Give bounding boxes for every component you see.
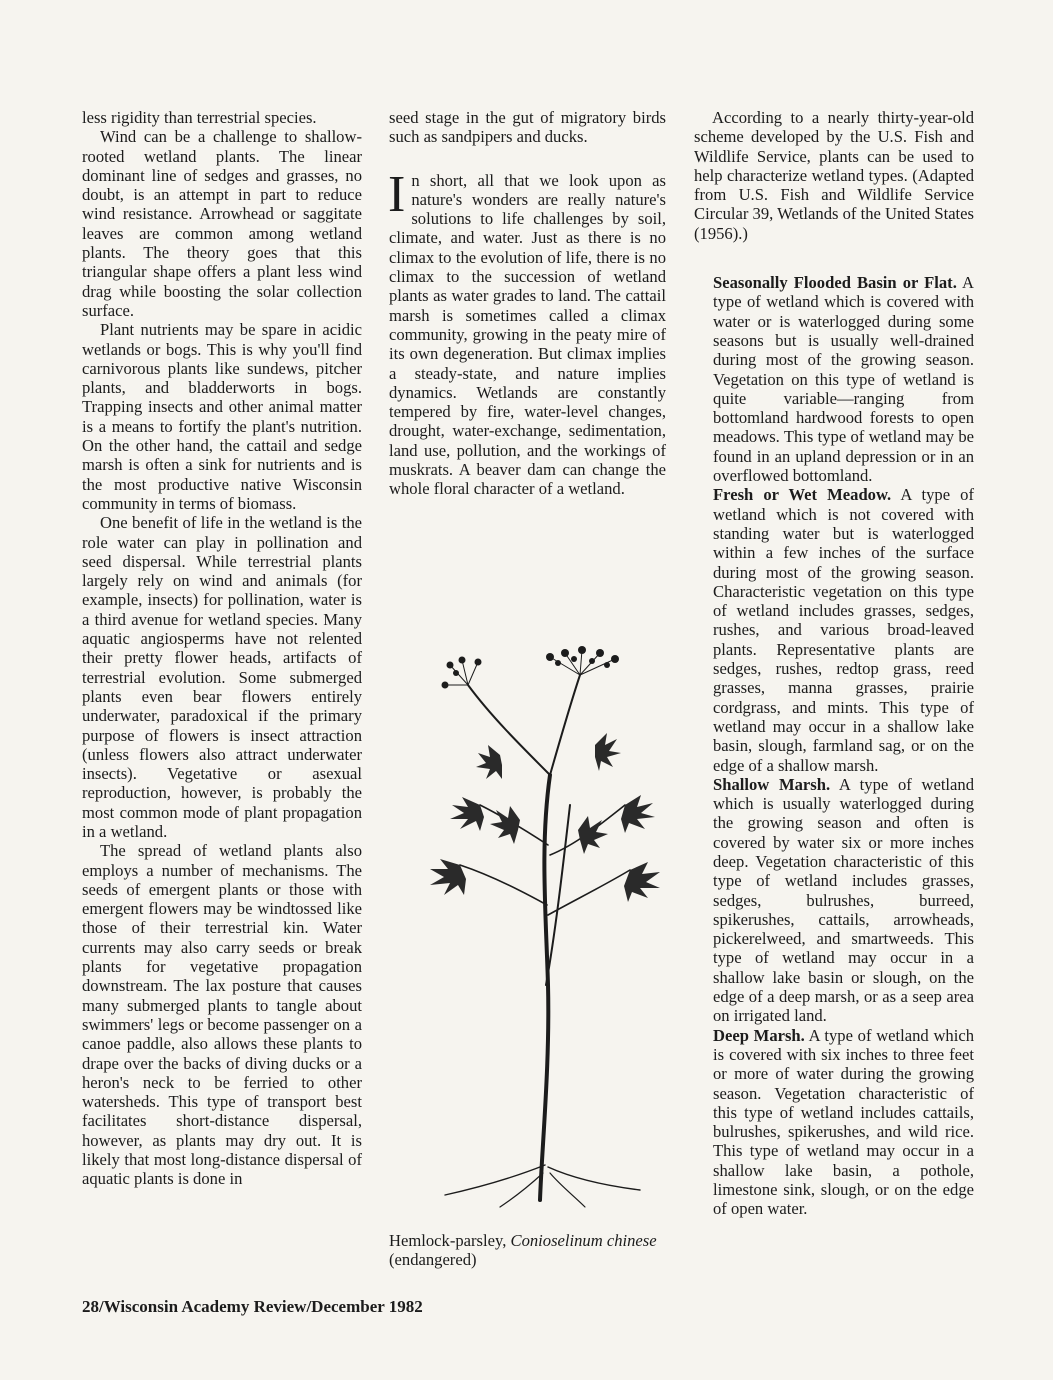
figure-caption bbox=[389, 1231, 669, 1270]
wetland-type-term: Fresh or Wet Meadow. bbox=[713, 485, 892, 505]
wetland-type-description: A type of wetland which is covered with water or is waterlogged during some seasons but is usually well-drained during most of the growing season. Vegetation on this type of wetland is quite variable—ranging from bottomland hardwood forests to open meadows. This type of wetland may be found in an upland depression or in an overflowed bottomland. bbox=[713, 273, 975, 486]
wetland-type-entry bbox=[713, 1026, 974, 1219]
caption-text: Hemlock-parsley, bbox=[389, 1231, 511, 1250]
article-column-1 bbox=[82, 108, 362, 1189]
wetland-types-list bbox=[694, 273, 974, 1219]
wetland-type-description: A type of wetland which is covered with six inches to three feet or more of water during the growing season. Vegetation characteristic of this type of wetland includes cattails, bulrushes, spikerushes, and wild rice. This type of wetland may occur in a shallow lake basin, a pothole, limestone sink, slough, or on the edge of open water. bbox=[713, 1025, 974, 1219]
paragraph-continuation: seed stage in the gut of migratory birds such as sandpipers and ducks. bbox=[389, 108, 666, 147]
wetland-type-term: Seasonally Flooded Basin or Flat. bbox=[713, 273, 957, 293]
paragraph-body: n short, all that we look upon as nature's wonders are really nature's solutions to life challenges by soil, climate, and water. Just as there is no climax to the evolution of life, there is no climax to the succession of wetland plants as water grades to land. The cattail marsh is sometimes called a climax community, growing in the peaty mire of its own degeneration. But climax implies a steady-state, and nature implies dynamics. Wetlands are constantly tempered by fire, water-level changes, drought, water-exchange, sedimentation, land use, pollution, and the workings of muskrats. A beaver dam can change the whole floral character of a wetland. bbox=[389, 170, 666, 499]
wetland-type-term: Shallow Marsh. bbox=[713, 774, 831, 794]
paragraph: less rigidity than terrestrial species. bbox=[82, 108, 317, 127]
hemlock-parsley-illustration bbox=[400, 645, 665, 1210]
article-column-2 bbox=[389, 108, 666, 499]
wetland-type-description: A type of wetland which is not covered with standing water but is waterlogged within a few inches of the surface during most of the growing season. Characteristic vegetation on this type of wetland includes grasses, sedges, rushes, and various broad-leaved plants. Representative plants are sedges, rushes, redtop grass, reed grasses, manna grasses, prairie cordgrass, and mints. This type of wetland may occur in a shallow lake basin, slough, farmland sag, or on the edge of a shallow marsh. bbox=[713, 485, 974, 775]
wetland-type-entry bbox=[713, 485, 974, 774]
paragraph: One benefit of life in the wetland is the role water can play in pollination and seed dispersal. While terrestrial plants largely rely on wind and animals (for example, insects) for pollination, water is a third avenue for wetland species. Many aquatic angiosperms have not relented their pretty flower heads, artifacts of terrestrial evolution. Some submerged plants even bear flowers entirely underwater, paradoxical if the primary purpose of flowers is insect attraction (unless flowers also attract underwater insects). Vegetative or asexual reproduction, however, is probably the most common mode of plant propagation in a wetland. bbox=[82, 513, 362, 841]
page-footer: 28/Wisconsin Academy Review/December 1982 bbox=[82, 1297, 423, 1316]
caption-species: Conioselinum chinese bbox=[510, 1231, 657, 1250]
wetland-type-entry bbox=[713, 775, 974, 1026]
drop-cap: I bbox=[388, 165, 406, 223]
wetland-type-entry bbox=[713, 273, 974, 485]
paragraph: Plant nutrients may be spare in acidic wetlands or bogs. This is why you'll find carnivorous plants like sundews, pitcher plants, and bladderworts in bogs. Trapping insects and other animal matter is a means to fortify the plant's nutrition. On the other hand, the cattail and sedge marsh is often a sink for nutrients and is the most productive native Wisconsin community in terms of biomass. bbox=[82, 320, 362, 513]
dropcap-paragraph bbox=[388, 165, 666, 499]
wetland-type-term: Deep Marsh. bbox=[713, 1025, 805, 1045]
article-column-3 bbox=[694, 108, 974, 1219]
caption-status: (endangered) bbox=[389, 1250, 477, 1270]
paragraph: The spread of wetland plants also employs a number of mechanisms. The seeds of emergent plants or those with emergent flowers may be windtossed like those of their terrestrial kin. Water currents may also carry seeds or break plants for vegetative propagation downstream. The lax posture that causes many submerged plants to tangle about swimmers' legs or become passenger on a canoe paddle, also allows these plants to drape over the backs of diving ducks or a heron's neck to be ferried to other watersheds. This type of transport best facilitates short-distance dispersal, however, as plants may dry out. It is likely that most long-distance dispersal of aquatic plants is done in bbox=[82, 841, 362, 1189]
wetland-type-description: A type of wetland which is usually waterlogged during the growing season and often is covered by water six or more inches deep. Vegetation characteristic of this type of wetland includes grasses, sedges, bulrushes, burreed, spikerushes, cattails, arrowheads, pickerelweed, and smartweeds. This type of wetland may occur in a shallow lake basin or slough, on the edge of a deep marsh, or as a seep area on irrigated land. bbox=[713, 774, 975, 1026]
paragraph: Wind can be a challenge to shallow-rooted wetland plants. The linear dominant line of sedges and grasses, no doubt, is an attempt in part to reduce wind resistance. Arrowhead or saggitate leaves are common among wetland plants. The theory goes that this triangular shape offers a plant less wind drag while boosting the solar collection surface. bbox=[82, 127, 362, 320]
intro-paragraph: According to a nearly thirty-year-old scheme developed by the U.S. Fish and Wildlife Service, plants can be used to help characterize wetland types. (Adapted from U.S. Fish and Wildlife Service Circular 39, Wetlands of the United States (1956).) bbox=[694, 108, 974, 243]
